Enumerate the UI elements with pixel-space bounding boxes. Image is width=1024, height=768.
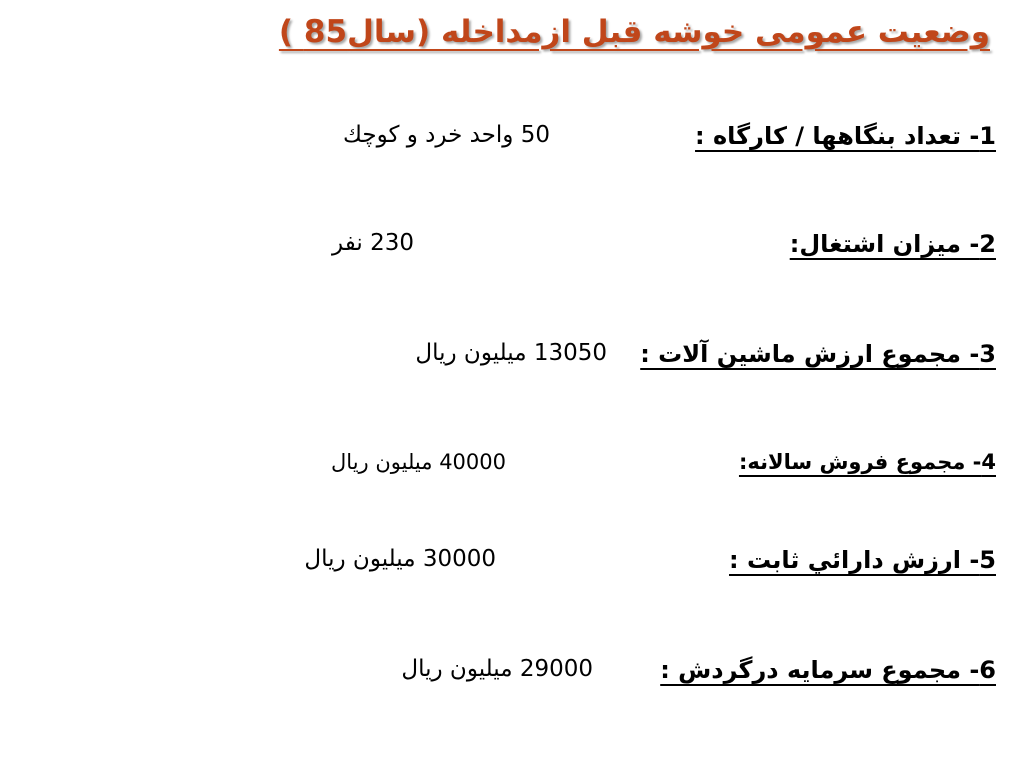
stat-label: 6- مجموع سرمایه درگردش : [660,656,996,684]
stat-row-working-capital [40,656,996,700]
stat-value: 30000 میلیون ریال [304,546,496,572]
stat-row-fixed-assets [40,546,996,590]
stat-row-workshops [40,122,996,166]
stat-row-employment [40,230,996,274]
stat-value: 50 واحد خرد و کوچك [342,122,550,148]
stat-row-annual-sales [40,450,996,494]
stat-label: 5- ارزش دارائي ثابت : [729,546,996,574]
slide-title: وضعیت عمومی خوشه قبل ازمداخله (سال85 ) [278,14,990,50]
stat-value: 40000 میلیون ریال [331,450,506,474]
stat-label: 3- مجموع ارزش ماشین آلات : [640,340,996,368]
stat-row-machinery-value [40,340,996,384]
stat-label: 4- مجموع فروش سالانه: [738,450,996,474]
stat-value: 29000 میلیون ریال [401,656,593,682]
stat-label: 2- میزان اشتغال: [789,230,996,258]
stat-value: 13050 میلیون ریال [415,340,607,366]
stat-value: 230 نفر [332,230,414,256]
stat-label: 1- تعداد بنگاهها / کارگاه : [695,122,996,150]
